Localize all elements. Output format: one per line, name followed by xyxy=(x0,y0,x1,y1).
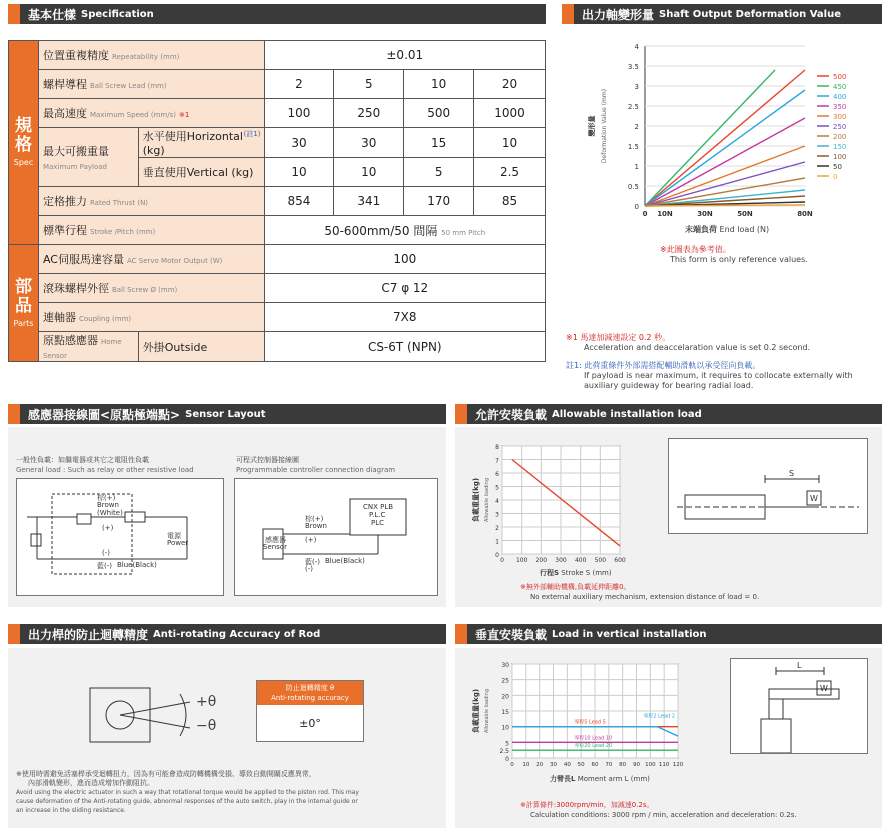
x-tick-label: 200 xyxy=(535,557,548,564)
box-title-en: Anti-rotating accuracy xyxy=(271,694,349,702)
x-tick-label: 10N xyxy=(657,210,673,218)
legend-label: 100 xyxy=(833,153,847,161)
legend-label: 300 xyxy=(833,113,847,121)
sub-label xyxy=(138,128,264,158)
table-row xyxy=(9,128,546,158)
label-en: Rated Thrust (N) xyxy=(89,199,149,207)
plc-caption xyxy=(236,455,395,475)
y-axis-label: 負載重量(kg) xyxy=(472,688,480,734)
value-cell: 10 xyxy=(404,70,474,99)
sensor-en: Sensor xyxy=(263,543,287,551)
row-label xyxy=(38,70,264,99)
x-tick-label: 50 xyxy=(577,762,585,768)
general-load-diagram xyxy=(16,478,224,596)
y-tick-label: 0 xyxy=(505,756,509,763)
weight-w-label: W xyxy=(820,684,828,693)
note-zh: 內部滑軌變形，進而造成增加作動阻抗。 xyxy=(28,779,154,787)
wire-white-label: (White) xyxy=(97,509,123,517)
note-zh: ※計算條件:3000rpm/min，加減速0.2s。 xyxy=(520,801,654,809)
caption-zh: 一般性負載：如繼電器或其它之電阻性負載 xyxy=(16,456,149,464)
value-cell: 30 xyxy=(334,128,404,158)
legend-label: 500 xyxy=(833,73,847,81)
x-tick-label: 80N xyxy=(797,210,813,218)
label-en: Maximum Speed (mm/s) xyxy=(89,111,176,119)
header-subtitle: Shaft Output Deformation Value xyxy=(659,8,841,20)
label-zh: 力臂長L xyxy=(550,775,576,783)
y-tick-label: 2.5 xyxy=(499,748,509,756)
series-label: 導程10 Lead 10 xyxy=(574,735,613,742)
y-tick-label: 3 xyxy=(495,511,499,519)
x-tick-label: 50N xyxy=(737,210,753,218)
plus-label: (+) xyxy=(102,524,114,532)
header-title: 允許安裝負載 xyxy=(475,407,548,422)
deformation-chart xyxy=(580,36,880,236)
value-cell: 854 xyxy=(264,187,334,216)
value-cell: 15 xyxy=(404,128,474,158)
note-en: This form is only reference values. xyxy=(670,255,808,264)
caption-en: Programmable controller connection diagram xyxy=(236,466,396,474)
x-tick-label: 60 xyxy=(591,762,599,768)
series-line xyxy=(645,90,805,206)
wire-brown-label: 棕(+) xyxy=(97,494,116,502)
sub-label xyxy=(138,158,264,187)
x-tick-label: 20 xyxy=(536,762,544,768)
header-subtitle: Load in vertical installation xyxy=(552,628,707,640)
note-zh: ※此圖表為參考值。 xyxy=(660,245,731,254)
allow-xlabel xyxy=(540,568,612,578)
table-row xyxy=(9,99,546,128)
table-row xyxy=(9,216,546,245)
y-tick-label: 0 xyxy=(495,552,499,559)
label-en: Horizontal (kg) xyxy=(142,130,243,157)
y-axis-label: 負載重量(kg) xyxy=(472,477,480,523)
value-cell: 85 xyxy=(474,187,546,216)
value-cell: 100 xyxy=(264,99,334,128)
value-cell: 1000 xyxy=(474,99,546,128)
header-title: 基本仕樣 xyxy=(28,7,77,22)
minus-label: (-) xyxy=(305,565,313,573)
value-cell: 10 xyxy=(264,158,334,187)
legend-label: 0 xyxy=(833,173,838,181)
note-en: No external auxiliary mechanism, extension distance of load = 0. xyxy=(530,593,760,601)
label-zh: 原點感應器 xyxy=(42,334,98,347)
value-cell: 341 xyxy=(334,187,404,216)
row-label xyxy=(38,274,264,303)
side-char: 品 xyxy=(14,295,32,316)
header-subtitle: Specification xyxy=(81,8,154,20)
y-tick-label: 0 xyxy=(634,203,639,211)
y-axis-label-en: Allowable loading xyxy=(484,477,490,523)
side-char: 規 xyxy=(14,116,32,136)
label-en: Home Sensor xyxy=(42,338,122,360)
row-label xyxy=(38,245,264,274)
anti-note xyxy=(16,770,440,815)
y-tick-label: 10 xyxy=(501,724,509,732)
label-en: Ball Screw Lead (mm) xyxy=(89,82,167,90)
wire-brown-en: Brown xyxy=(305,522,327,530)
value-cell: 20 xyxy=(474,70,546,99)
plc-diagram xyxy=(234,478,438,596)
deform-header xyxy=(562,4,882,24)
label-en: End load (N) xyxy=(719,225,770,234)
value-cell: C7 φ 12 xyxy=(264,274,545,303)
header-title: 出力桿的防止迴轉精度 xyxy=(28,627,149,642)
table-row xyxy=(9,70,546,99)
horizontal-mount-drawing xyxy=(669,439,867,533)
row-label xyxy=(38,303,264,332)
x-tick-label: 40 xyxy=(563,762,571,768)
y-axis-label: 變形量 xyxy=(588,115,596,137)
allow-mount-diagram xyxy=(668,438,868,534)
note-zh: ※無外部輔助機構,負載延伸距離0。 xyxy=(520,583,631,591)
value-cell: 100 xyxy=(264,245,545,274)
table-row xyxy=(9,187,546,216)
label-zh: 滾珠螺桿外徑 xyxy=(42,282,109,295)
label-zh: 行程S xyxy=(540,569,560,577)
x-tick-label: 500 xyxy=(594,557,607,564)
label-en: AC Servo Motor Output (W) xyxy=(126,257,223,265)
table-row xyxy=(9,245,546,274)
side-char: 部 xyxy=(14,276,32,297)
header-accent xyxy=(455,624,467,644)
header-accent xyxy=(562,4,574,24)
y-tick-label: 3 xyxy=(634,83,639,91)
header-subtitle: Sensor Layout xyxy=(185,408,266,420)
sensor-header xyxy=(8,404,446,424)
y-tick-label: 7 xyxy=(495,457,499,465)
label-zh: 最高速度 xyxy=(42,107,87,120)
value-cell xyxy=(264,216,545,245)
label-zh: AC伺服馬達容量 xyxy=(42,253,124,266)
side-en: Spec xyxy=(13,158,34,167)
value-cell: 170 xyxy=(404,187,474,216)
header-subtitle: Anti-rotating Accuracy of Rod xyxy=(153,628,321,640)
wire-blue-en: Blue(Black) xyxy=(325,557,365,565)
legend-label: 150 xyxy=(833,143,847,151)
row-label xyxy=(38,41,264,70)
x-tick-label: 0 xyxy=(500,557,504,564)
value-cell: 7X8 xyxy=(264,303,545,332)
note-en: Calculation conditions: 3000 rpm / min, acceleration and deceleration: 0.2s. xyxy=(530,811,797,819)
x-tick-label: 80 xyxy=(619,762,627,768)
wire-blue-label: 藍(-) xyxy=(97,562,112,570)
value-cell: 30 xyxy=(264,128,334,158)
table-row xyxy=(9,303,546,332)
allow-header xyxy=(455,404,882,424)
x-tick-label: 30 xyxy=(550,762,557,768)
x-tick-label: 30N xyxy=(697,210,713,218)
header-accent xyxy=(455,404,467,424)
weight-w-label: W xyxy=(810,494,818,503)
legend-label: 200 xyxy=(833,133,847,141)
row-label xyxy=(38,128,138,187)
plc-box-line2: P.L.C xyxy=(369,511,386,519)
wire-brown-label: 棕(+) xyxy=(305,515,324,523)
allowable-load-chart xyxy=(468,438,638,576)
y-axis-label-en: Deformation Value (mm) xyxy=(601,88,608,164)
value-cell: 2 xyxy=(264,70,334,99)
label-zh: 位置重複精度 xyxy=(42,49,109,62)
value-cell: ±0.01 xyxy=(264,41,545,70)
deform-note xyxy=(660,245,808,265)
note-en: cause deformation of the Anti-rotating guide, abnormal responses of the auto switch, play in the internal guide or xyxy=(16,798,358,805)
x-tick-label: 100 xyxy=(515,557,528,564)
legend-label: 400 xyxy=(833,93,847,101)
header-accent xyxy=(8,624,20,644)
x-tick-label: 300 xyxy=(555,557,567,564)
caption-en: General load : Such as relay or other resistive load xyxy=(16,466,194,474)
anti-spec-head xyxy=(257,681,363,705)
anti-header xyxy=(8,624,446,644)
wire-blue-en: Blue(Black) xyxy=(117,561,157,569)
value-main: 50-600mm/50 間隔 xyxy=(324,223,438,238)
y-tick-label: 2 xyxy=(495,525,499,532)
vertical-note xyxy=(520,800,797,820)
dimension-s-label: S xyxy=(789,469,795,478)
label-zh: 定格推力 xyxy=(42,195,87,208)
y-tick-label: 30 xyxy=(501,662,509,669)
y-tick-label: 1.5 xyxy=(627,143,639,151)
note-en: Acceleration and deaccelaration value is set 0.2 second. xyxy=(584,343,811,352)
theta-plus-label: +θ xyxy=(196,694,217,710)
label-zh: 標準行程 xyxy=(42,224,87,237)
y-tick-label: 4 xyxy=(495,498,499,505)
footnote-2 xyxy=(566,361,853,391)
dimension-l-label: L xyxy=(797,661,802,670)
sub-label xyxy=(138,332,264,362)
deform-xlabel xyxy=(685,225,769,235)
wire-brown-en: Brown xyxy=(97,501,119,509)
series-line xyxy=(645,162,805,206)
header-title: 感應器接線圖<原點極端點> xyxy=(28,407,181,422)
value-cell: 500 xyxy=(404,99,474,128)
anti-spec-value: ±0° xyxy=(299,717,321,730)
x-tick-label: 0 xyxy=(510,762,514,768)
label-en: Coupling (mm) xyxy=(78,315,132,323)
y-tick-label: 5 xyxy=(495,484,499,492)
x-tick-label: 100 xyxy=(645,762,656,768)
anti-rotation-drawing xyxy=(80,680,230,750)
table-row xyxy=(9,274,546,303)
label-en: Stroke /Pitch (mm) xyxy=(89,228,156,236)
legend-label: 450 xyxy=(833,83,847,91)
label-zh: 水平使用 xyxy=(142,130,187,143)
note-en: an increase in the sliding resistance. xyxy=(16,807,126,814)
header-subtitle: Allowable installation load xyxy=(552,408,702,420)
x-tick-label: 90 xyxy=(633,762,640,768)
spec-header xyxy=(8,4,546,24)
label-zh: 螺桿導程 xyxy=(42,78,87,91)
x-tick-label: 0 xyxy=(642,210,648,218)
label-en: Vertical (kg) xyxy=(186,166,254,179)
general-load-caption xyxy=(16,455,194,475)
label-en: Ball Screw Ø (mm) xyxy=(111,286,178,294)
label-zh: 最大可搬重量 xyxy=(42,144,109,158)
x-tick-label: 10 xyxy=(522,762,530,768)
label-zh: 外掛 xyxy=(142,340,165,354)
y-tick-label: 1 xyxy=(634,163,639,171)
row-label xyxy=(38,187,264,216)
value-cell: 2.5 xyxy=(474,158,546,187)
x-tick-label: 70 xyxy=(605,762,613,768)
vertical-load-chart xyxy=(468,658,688,778)
note-zh: ※1 馬達加減速設定 0.2 秒。 xyxy=(566,333,671,342)
header-accent xyxy=(8,4,20,24)
label-zh: 末端負荷 xyxy=(685,225,717,234)
footnote-1 xyxy=(566,333,810,353)
row-label xyxy=(38,99,264,128)
note-en: Avoid using the electric actuator in such a way that rotational torque would be applied to the piston rod. This may xyxy=(16,789,359,796)
value-cell: 10 xyxy=(474,128,546,158)
side-label-spec xyxy=(9,41,39,245)
label-en: Maximum Payload xyxy=(42,162,107,171)
y-axis-label-en: Allowable loading xyxy=(484,688,490,734)
power-label: 電源 xyxy=(167,532,181,540)
table-row xyxy=(9,41,546,70)
value-cell: 5 xyxy=(334,70,404,99)
note-mark: (註1) xyxy=(243,130,261,138)
legend-label: 50 xyxy=(833,163,842,171)
x-tick-label: 400 xyxy=(574,557,587,564)
plc-box-line3: PLC xyxy=(371,519,385,527)
header-title: 垂直安裝負載 xyxy=(475,627,548,642)
side-label-parts xyxy=(9,245,39,362)
row-label xyxy=(38,332,138,362)
series-label: 導程5 Lead 5 xyxy=(574,719,606,726)
wiring-diagram-1 xyxy=(17,479,223,595)
y-tick-label: 15 xyxy=(501,709,509,716)
legend-label: 250 xyxy=(833,123,847,131)
y-tick-label: 25 xyxy=(501,677,509,685)
value-cell: 250 xyxy=(334,99,404,128)
series-label: 導程2 Lead 2 xyxy=(643,713,675,720)
note-zh: 註1: 此荷重條件外部需搭配輔助滑軌以承受徑向負載。 xyxy=(566,361,761,370)
header-title: 出力軸變形量 xyxy=(582,7,655,22)
value-en: 50 mm Pitch xyxy=(441,228,486,237)
side-char: 格 xyxy=(14,135,32,155)
wire-blue-label: 藍(-) xyxy=(305,558,320,566)
label-en: Outside xyxy=(164,340,208,354)
plc-box-line1: CNX PLB xyxy=(363,503,394,511)
power-en: Power xyxy=(167,539,189,547)
series-label: 導程20 Lead 20 xyxy=(574,743,613,750)
y-tick-label: 2.5 xyxy=(627,103,639,111)
y-tick-label: 5 xyxy=(505,740,509,748)
value-cell: 10 xyxy=(334,158,404,187)
note-zh: ※使用時需避免活塞桿承受迴轉扭力，因為有可能會造成防轉機構受損、導致自動開關反應異常， xyxy=(16,770,316,778)
value-cell: CS-6T (NPN) xyxy=(264,332,545,362)
y-tick-label: 2 xyxy=(634,123,639,131)
spec-table xyxy=(8,40,546,362)
x-tick-label: 120 xyxy=(672,762,684,768)
legend-label: 350 xyxy=(833,103,847,111)
y-tick-label: 1 xyxy=(495,538,499,546)
y-tick-label: 8 xyxy=(495,444,499,451)
y-tick-label: 20 xyxy=(501,693,509,701)
vertical-mount-drawing xyxy=(731,659,867,753)
sensor-label: 感應器 xyxy=(265,536,286,544)
header-accent xyxy=(8,404,20,424)
table-row xyxy=(9,332,546,362)
value-cell: 5 xyxy=(404,158,474,187)
label-en: Moment arm L (mm) xyxy=(577,775,650,783)
anti-spec-box xyxy=(256,680,364,742)
footnote-mark: ※1 xyxy=(178,111,190,119)
x-tick-label: 110 xyxy=(658,762,670,768)
vertical-header xyxy=(455,624,882,644)
note-en: auxiliary guideway for bearing radial load. xyxy=(584,381,754,390)
side-en: Parts xyxy=(13,318,34,328)
y-tick-label: 4 xyxy=(634,43,639,51)
plus-label: (+) xyxy=(305,536,317,544)
y-tick-label: 6 xyxy=(495,471,499,478)
caption-zh: 可程式控制器接線圖 xyxy=(236,456,299,464)
theta-minus-label: −θ xyxy=(196,718,217,734)
label-zh: 垂直使用 xyxy=(142,166,187,179)
label-en: Repeatability (mm) xyxy=(111,53,180,61)
y-tick-label: 0.5 xyxy=(627,183,639,191)
note-en: If payload is near maximum, it requires to collocate externally with xyxy=(584,371,853,380)
vert-xlabel xyxy=(550,774,650,784)
minus-label: (-) xyxy=(102,549,110,557)
label-en: Stroke S (mm) xyxy=(561,569,612,577)
x-tick-label: 600 xyxy=(614,557,626,564)
vertical-mount-diagram xyxy=(730,658,868,754)
allow-note xyxy=(520,582,759,602)
box-title-zh: 防止迴轉精度 θ xyxy=(285,684,335,692)
row-label xyxy=(38,216,264,245)
label-zh: 連軸器 xyxy=(42,311,76,324)
y-tick-label: 3.5 xyxy=(627,63,639,71)
